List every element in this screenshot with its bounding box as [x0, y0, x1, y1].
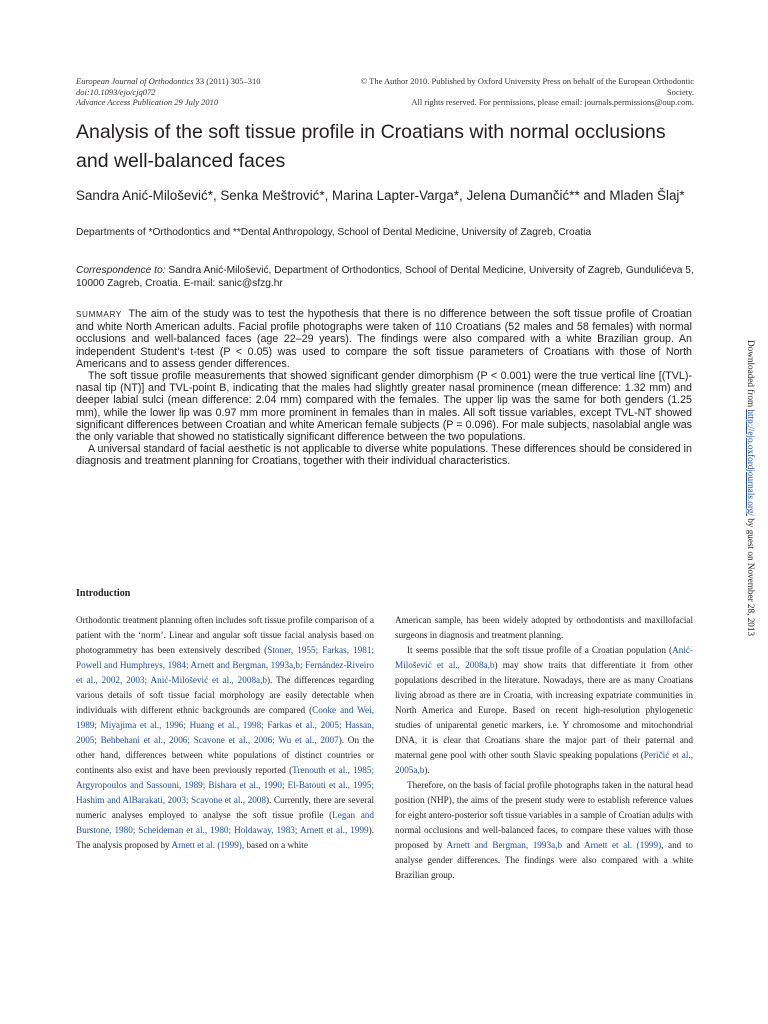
journal-header	[76, 76, 366, 108]
journal-url-link[interactable]: http://ejo.oxfordjournals.org/	[746, 409, 756, 516]
body-text: ). The differences regarding various details of soft tissue facial morphology are easily detectable when individuals with different ethnic backgrounds are compared (	[76, 675, 374, 715]
citation-link[interactable]: Cooke and Wei, 1989; Miyajima et al., 1996; Huang et al., 1998; Farkas et al., 2005; Hassan, 2005; Behbehani et al., 2006; Scavone et al., 2006; Wu et al., 2007	[76, 705, 374, 745]
abstract-text-1: The aim of the study was to test the hypothesis that there is no difference between the soft tissue profile of Croatian and white North American adults. Facial profile photographs were taken of 110 Croatians (52 males and 58 females) with normal occlusions and well-balanced faces (age 22–29 years). The findings were also compared with a white Brazilian group. An independent Student’s t-test (P < 0.05) was used to compare the soft tissue parameters of Croatians with those of North Americans and to assess gender differences.	[76, 308, 692, 370]
abstract-paragraph-2: The soft tissue profile measurements that showed significant gender dimorphism (P < 0.001) were the true vertical line [(TVL)-nasal tip (NT)] and TVL-point B, indicating that the males had slightly greater nasal prominence (mean difference: 1.32 mm) and deeper labial sulci (mean difference: 2.04 mm) compared with the females. The upper lip was the same for both genders (1.25 mm), while the lower lip was 0.97 mm more prominent in females than in males. All soft tissue variables, except TVL-NT showed significant differences between Croatian and white American female subjects (P = 0.096). For male subjects, nasolabial angle was the only variable that showed no statistically significant difference between the two populations.	[76, 370, 692, 444]
citation-link[interactable]: Peričić et al., 2005a,b	[395, 750, 693, 775]
abstract-paragraph-1	[76, 308, 692, 370]
correspondence-text: Sandra Anić-Milošević, Department of Orthodontics, School of Dental Medicine, University of Zagreb, Gundulićeva 5, 10000 Zagreb, Croatia. E-mail: sanic@sfzg.hr	[76, 265, 694, 289]
body-text: Orthodontic treatment planning often includes soft tissue profile comparison of a patient with the ‘norm’. Linear and angular soft tissue facial analysis based on photogrammetry has been extensively described (	[76, 615, 374, 655]
copyright-line-2: All rights reserved. For permissions, please email: journals.permissions@oup.com.	[411, 97, 694, 107]
article-title: Analysis of the soft tissue profile in Croatians with normal occlusions and well-balanced faces	[76, 121, 666, 172]
correspondence-label: Correspondence to:	[76, 265, 166, 276]
download-notice	[745, 340, 757, 780]
affiliation: Departments of *Orthodontics and **Dental Anthropology, School of Dental Medicine, University of Zagreb, Croatia	[76, 227, 592, 238]
abstract-label: SUMMARY	[76, 310, 122, 319]
abstract	[76, 308, 692, 468]
body-text: Therefore, on the basis of facial profile photographs taken in the natural head position (NHP), the aims of the present study were to establish reference values for eight antero-posterior soft tissue variables in a sample of Croatian adults with normal occlusions and well-balanced faces, to compare these values with those proposed by	[395, 780, 694, 850]
journal-volume: 33 (2011) 305–310	[195, 76, 261, 86]
advance-access: Advance Access Publication 29 July 2010	[76, 97, 219, 107]
copyright-line-1: © The Author 2010. Published by Oxford University Press on behalf of the European Orthodontic Society.	[360, 76, 694, 97]
body-text: It seems possible that the soft tissue profile of a Croatian population (	[407, 645, 673, 655]
section-heading-introduction: Introduction	[76, 588, 131, 599]
body-text: ) may show traits that differentiate it from other populations described in the literature. Nowadays, there are as many Croatians living abroad as there are in Croatia, with increasing expatriate communities in North America and Europe. Based on recent high-resolution phylogenetic studies of uniparental genetic markers, i.e. Y chromosome and mitochondrial DNA, it is clear that Croatians share the major part of their paternal and maternal gene pool with other south Slavic speaking populations (	[395, 660, 693, 760]
body-column-right	[395, 613, 693, 883]
journal-name: European Journal of Orthodontics	[76, 76, 194, 86]
intro-paragraph-2	[395, 643, 693, 778]
body-text: ).	[424, 765, 430, 775]
download-prefix: Downloaded from	[746, 340, 756, 410]
intro-paragraph-1-cont: American sample, has been widely adopted by orthodontists and maxillofacial surgeons in diagnosis and treatment planning.	[395, 615, 693, 640]
intro-paragraph-3	[395, 778, 693, 883]
body-text: ). On the other hand, differences between white populations of distinct countries or continents also exist and have been previously reported (	[76, 735, 375, 775]
citation-link[interactable]: Arnett et al. (1999)	[171, 840, 242, 850]
citation-link[interactable]: Arnett and Bergman, 1993a,b	[446, 840, 563, 850]
citation-link[interactable]: Trenouth et al., 1985; Argyropoulos and Sassouni, 1989; Bishara et al., 1990; El-Batouti et al., 1995; Hashim and AlBarakati, 2003; Scavone et al., 2008	[76, 765, 374, 805]
journal-citation	[76, 76, 366, 87]
author-list: Sandra Anić-Milošević*, Senka Meštrović*, Marina Lapter-Varga*, Jelena Dumančić** and Mladen Šlaj*	[76, 188, 685, 203]
doi: doi:10.1093/ejo/cjq072	[76, 86, 156, 97]
download-suffix: by guest on November 28, 2013	[746, 515, 756, 637]
citation-link[interactable]: Legan and Burstone, 1980; Scheideman et al., 1980; Holdaway, 1983; Arnett et al., 1999	[76, 810, 374, 835]
intro-paragraph-1	[76, 613, 374, 853]
citation-link[interactable]: Arnett et al. (1999)	[583, 840, 662, 850]
body-column-left	[76, 613, 374, 853]
body-text: , and to analyse gender differences. The findings were also compared with a white Brazilian group.	[395, 840, 693, 880]
copyright-notice	[340, 76, 694, 108]
body-text: ). Currently, there are several numeric analyses employed to analyse the soft tissue profile (	[76, 795, 374, 820]
body-text: and	[562, 840, 584, 850]
citation-link[interactable]: Anić-Milošević et al., 2008a,b	[395, 645, 693, 670]
download-sidebar	[741, 340, 759, 780]
body-text: ). The analysis proposed by	[76, 825, 374, 850]
citation-link[interactable]: Stoner, 1955; Farkas, 1981; Powell and Humphreys, 1984; Arnett and Bergman, 1993a,b; Fernández-Riveiro et al., 2002, 2003; Anić-Milošević et al., 2008a,b	[76, 645, 374, 685]
correspondence	[76, 264, 696, 290]
abstract-paragraph-3: A universal standard of facial aesthetic is not applicable to diverse white populations. These differences should be considered in diagnosis and treatment planning for Croatians, together with their individual characteristics.	[76, 443, 692, 468]
body-text: , based on a white	[241, 840, 308, 850]
